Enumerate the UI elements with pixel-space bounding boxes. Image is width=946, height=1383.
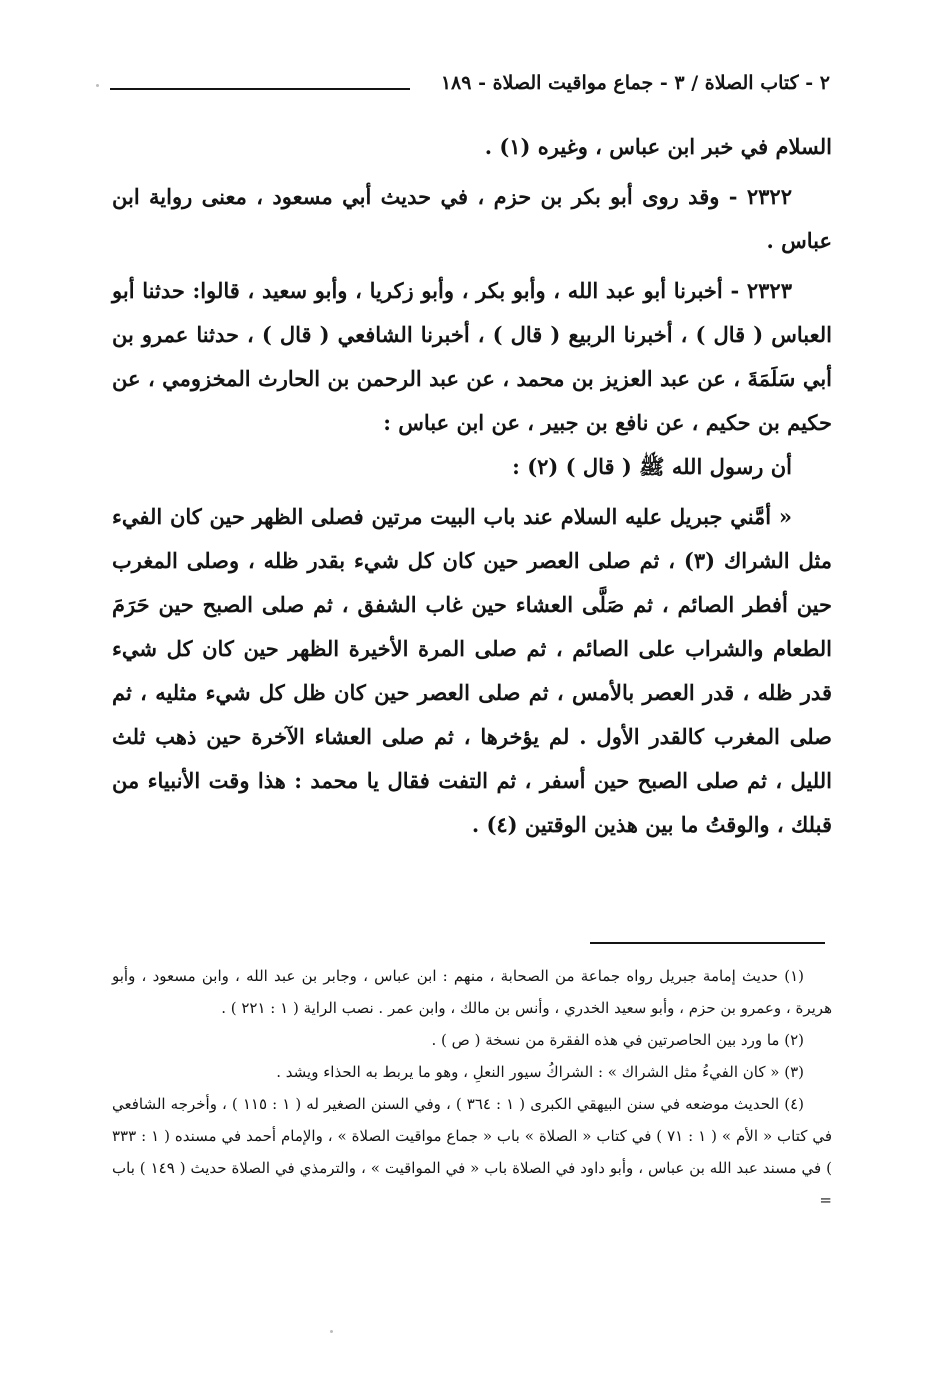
paragraph-2323: ٢٣٢٣ - أخبرنا أبو عبد الله ، وأبو بكر ، وأبو زكريا ، وأبو سعيد ، قالوا: حدثنا أبو العباس ( قال ) ، أخبرنا الربيع ( قال ) ، أخبرنا الشافعي ( قال ) ، حدثنا عمرو بن أبي سَلَمَةَ ، عن عبد العزيز بن محمد ، عن عبد الرحمن بن الحارث المخزومي ، عن حكيم بن حكيم ، عن نافع بن جبير ، عن ابن عباس : xyxy=(112,278,832,435)
paragraph-2322: ٢٣٢٢ - وقد روى أبو بكر بن حزم ، في حديث أبي مسعود ، معنى رواية ابن عباس . xyxy=(112,184,832,253)
scan-speck xyxy=(96,84,99,87)
main-text xyxy=(112,125,832,847)
page-header xyxy=(110,72,830,106)
footnote-separator xyxy=(590,942,825,944)
paragraph-continuation: السلام في خبر ابن عباس ، وغيره (١) . xyxy=(484,134,832,159)
paragraph-hadith-text: « أمَّني جبريل عليه السلام عند باب البيت مرتين فصلى الظهر حين كان الفيء مثل الشراك (٣) ، ثم صلى العصر حين كان كل شيء بقدر ظله ، وصلى المغرب حين أفطر الصائم ، ثم صَلَّى العشاء حين غاب الشفق ، ثم صلى الصبح حين حَرَمَ الطعام والشراب على الصائم ، ثم صلى المرة الأخيرة الظهر حين كان كل شيء قدر ظله ، قدر العصر بالأمس ، ثم صلى العصر حين كان ظل كل شيء مثليه ، ثم صلى المغرب كالقدر الأول . لم يؤخرها ، ثم صلى العشاء الآخرة حين ذهب ثلث الليل ، ثم صلى الصبح حين أسفر ، ثم التفت فقال يا محمد : هذا وقت الأنبياء من قبلك ، والوقتُ ما بين هذين الوقتين (٤) . xyxy=(112,504,832,837)
scan-speck xyxy=(330,1330,333,1333)
footnote-1: (١) حديث إمامة جبريل رواه جماعة من الصحابة ، منهم : ابن عباس ، وجابر بن عبد الله ، وابن مسعود ، وأبو هريرة ، وعمرو بن حزم ، وأبو سعيد الخدري ، وأنس بن مالك ، وابن عمر . نصب الراية ( ١ : ٢٢١ ) . xyxy=(112,967,832,1017)
footnote-2: (٢) ما ورد بين الحاصرتين في هذه الفقرة من نسخة ( ص ) . xyxy=(431,1031,804,1049)
footnote-3: (٣) « كان الفيءُ مثل الشراك » : الشراكُ سيور النعلِ ، وهو ما يربط به الحذاء ويشد . xyxy=(276,1063,804,1081)
footnote-4: (٤) الحديث موضعه في سنن البيهقي الكبرى ( ١ : ٣٦٤ ) ، وفي السنن الصغير له ( ١ : ١١٥ ) ، وأخرجه الشافعي في كتاب « الأم » ( ١ : ٧١ ) في كتاب « الصلاة » باب « جماع مواقيت الصلاة » ، والإمام أحمد في مسنده ( ١ : ٣٣٣ ) في مسند عبد الله بن عباس ، وأبو داود في الصلاة باب « في المواقيت » ، والترمذي في الصلاة حديث ( ١٤٩ ) باب = xyxy=(112,1095,833,1209)
footnotes xyxy=(112,960,832,1216)
header-rule xyxy=(110,88,410,90)
paragraph-prophet-quote-intro: أن رسول الله ﷺ ( قال ) (٢) : xyxy=(512,454,792,479)
running-title: ٢ - كتاب الصلاة / ٣ - جماع مواقيت الصلاة - ١٨٩ xyxy=(440,72,830,94)
